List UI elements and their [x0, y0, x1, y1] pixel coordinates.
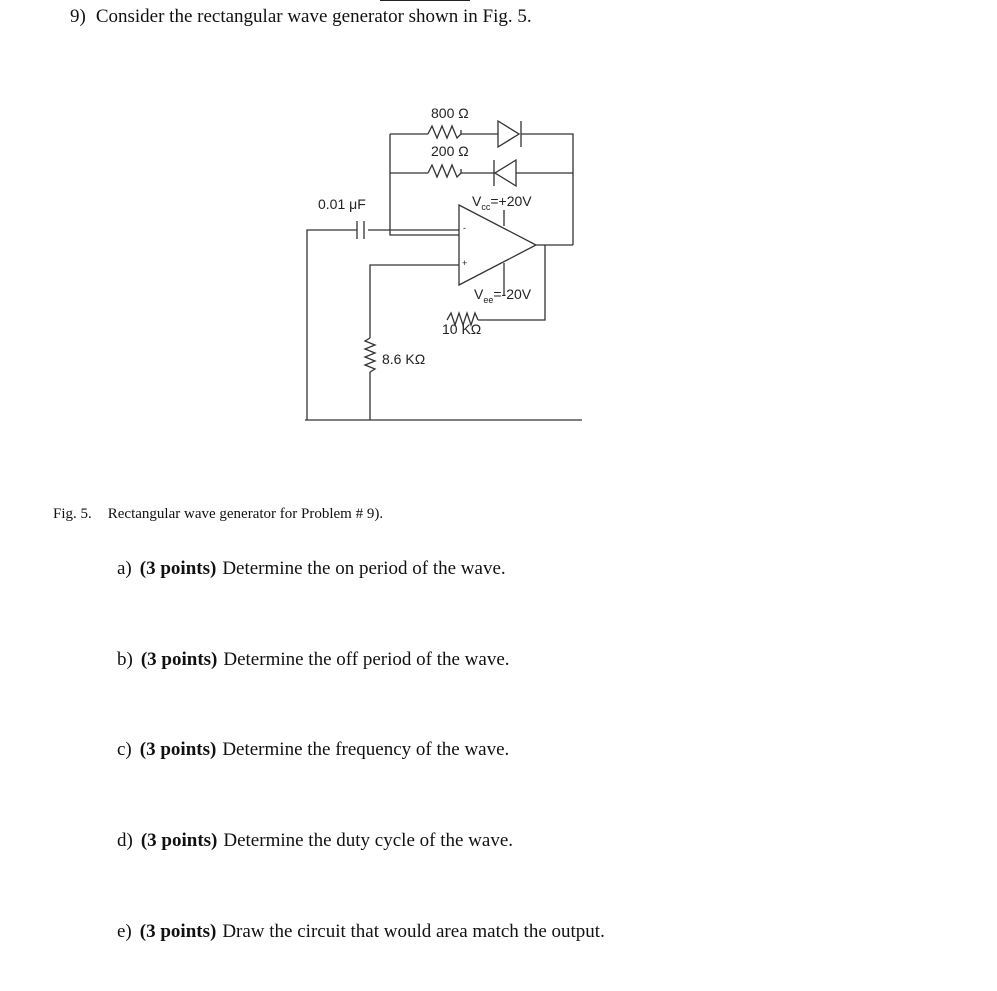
question-letter: a) — [117, 558, 132, 579]
label-vee — [474, 286, 532, 305]
question-letter: c) — [117, 739, 132, 760]
resistor-800-symbol — [428, 126, 461, 138]
resistor-200-symbol — [428, 165, 461, 177]
diode-forward-symbol — [498, 121, 521, 147]
wire-top-right — [521, 134, 573, 245]
vee-symbol: V — [474, 286, 484, 302]
figure-number: Fig. 5. — [53, 506, 92, 522]
question-text: Determine the on period of the wave. — [222, 558, 506, 579]
wire-top-mid — [461, 130, 498, 134]
vcc-value: =+20V — [490, 193, 532, 209]
question-letter: b) — [117, 649, 133, 670]
question-points: (3 points) — [139, 921, 217, 942]
question-text: Determine the duty cycle of the wave. — [223, 830, 514, 851]
question-points: (3 points) — [139, 739, 217, 760]
capacitor-symbol — [357, 221, 364, 239]
pin-plus: + — [462, 258, 468, 268]
figure-caption — [53, 506, 383, 523]
problem-text: Consider the rectangular wave generator shown in Fig. 5. — [95, 6, 532, 27]
question-a — [117, 558, 506, 580]
question-text: Draw the circuit that would area match the output. — [222, 921, 605, 942]
question-text: Determine the off period of the wave. — [223, 649, 510, 670]
label-200-ohm: 200 Ω — [431, 143, 469, 159]
question-b — [117, 649, 510, 671]
vcc-sub: cc — [481, 202, 491, 212]
question-points: (3 points) — [140, 830, 218, 851]
wire-cap-left — [307, 230, 357, 420]
op-amp-symbol — [459, 205, 536, 285]
pin-minus: - — [463, 223, 466, 233]
label-10k-ohm: 10 KΩ — [442, 321, 482, 337]
wire-branch2-mid — [461, 169, 494, 173]
label-8k6-ohm: 8.6 KΩ — [382, 351, 426, 367]
vee-value: =-20V — [493, 286, 532, 302]
figure-caption-text: Rectangular wave generator for Problem # 9). — [107, 506, 384, 522]
label-800-ohm: 800 Ω — [431, 105, 469, 121]
vcc-symbol: V — [472, 193, 482, 209]
question-c — [117, 739, 509, 761]
label-capacitor: 0.01 μF — [318, 196, 366, 212]
question-d — [117, 830, 513, 852]
question-e — [117, 921, 605, 943]
question-letter: e) — [117, 921, 132, 942]
wire-output-feedback — [478, 245, 545, 320]
resistor-8k6-symbol — [365, 338, 375, 372]
question-text: Determine the frequency of the wave. — [222, 739, 510, 760]
label-vcc — [472, 193, 532, 212]
problem-number: 9) — [70, 6, 86, 27]
question-points: (3 points) — [139, 558, 217, 579]
diode-reverse-symbol — [494, 160, 516, 186]
question-letter: d) — [117, 830, 133, 851]
vee-sub: ee — [483, 295, 494, 305]
question-points: (3 points) — [140, 649, 218, 670]
